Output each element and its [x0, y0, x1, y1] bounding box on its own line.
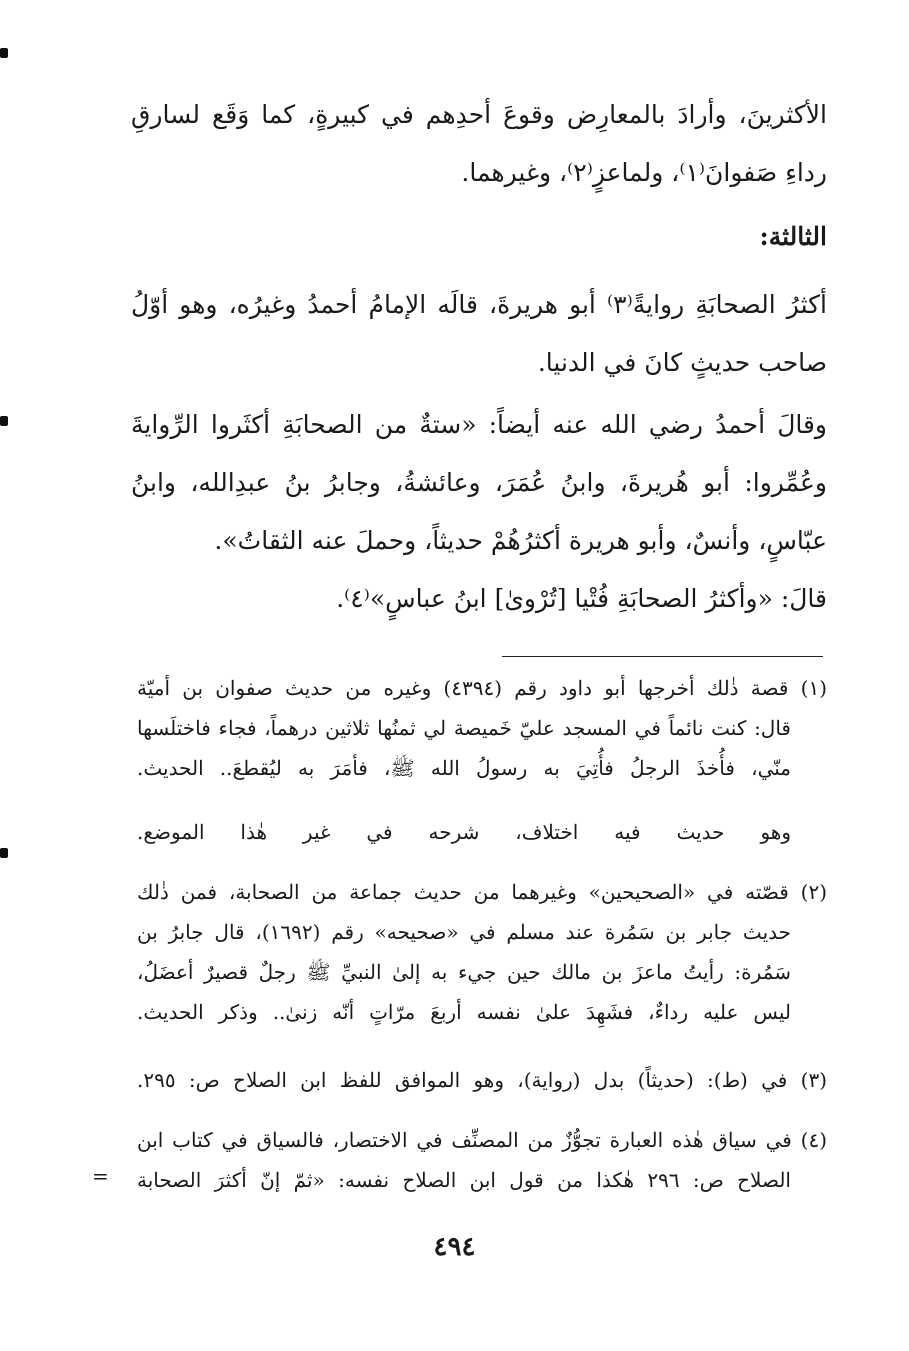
footnote-1-note — [137, 812, 791, 852]
text-line: رداءِ صَفوانَ⁽١⁾، ولماعزٍ⁽٢⁾، وغيرهما. — [461, 158, 827, 187]
footnote-line: وهو حديث فيه اختلاف، شرحه في غير هٰذا الموضع. — [137, 820, 791, 844]
footnote-line: حديث جابر بن سَمُرة عند مسلم في «صحيحه» رقم (١٦٩٢)، قال جابرُ بن — [137, 920, 791, 944]
footnote-divider — [502, 656, 823, 657]
footnote-line: الصلاح ص: ٢٩٦ هٰكذا من قول ابن الصلاح نفسه: «ثمّ إنّ أكثرَ الصحابة — [137, 1168, 791, 1192]
continuation-mark: = — [92, 1164, 109, 1188]
footnote-line: (١) قصة ذٰلك أخرجها أبو داود رقم (٤٣٩٤) وغيره من حديث صفوان بن أميّة — [137, 676, 827, 700]
text-line: وعُمِّروا: أبو هُريرةَ، وابنُ عُمَرَ، وعائشةُ، وجابرُ بنُ عبدِالله، وابنُ — [131, 468, 828, 497]
text-line: وقالَ أحمدُ رضي الله عنه أيضاً: «ستةٌ من الصحابَةِ أكثَروا الرِّوايةَ — [131, 410, 827, 439]
paragraph-2 — [131, 276, 827, 392]
text-line: الأكثرينَ، وأرادَ بالمعارِض وقوعَ أحدِهم في كبيرةٍ، كما وَقَع لسارقِ — [131, 100, 827, 129]
paragraph-1 — [131, 86, 827, 202]
footnote-line: (٣) في (ط): (حديثاً) بدل (رواية)، وهو الموافق للفظ ابن الصلاح ص: ٢٩٥. — [137, 1068, 827, 1092]
text-line: أكثرُ الصحابَةِ روايةً⁽٣⁾ أبو هريرةَ، قالَه الإمامُ أحمدُ وغيرُه، وهو أوّلُ — [131, 290, 827, 319]
section-heading: الثالثة: — [759, 222, 827, 251]
footnote-2 — [137, 872, 827, 1032]
paragraph-3 — [131, 396, 827, 570]
text-line: قالَ: «وأكثرُ الصحابَةِ فُتْيا [تُرْوىٰ] ابنُ عباسٍ»⁽٤⁾. — [336, 584, 827, 613]
text-line: صاحب حديثٍ كانَ في الدنيا. — [537, 348, 827, 377]
footnote-3 — [137, 1060, 827, 1100]
footnote-line: ليس عليه رداءٌ، فشَهِدَ علىٰ نفسه أربعَ مرّاتٍ أنّه زنىٰ.. وذكر الحديث. — [137, 1000, 791, 1024]
footnote-line: (٢) قصّته في «الصحيحين» وغيرهما من حديث جماعة من الصحابة، فمن ذٰلك — [137, 880, 827, 904]
footnote-line: سَمُرة: رأيتُ ماعزَ بن مالك حين جيء به إلىٰ النبيِّ ﷺ رجلٌ قصيرٌ أعضَلُ، — [137, 960, 791, 984]
footnote-line: منّي، فأُخذَ الرجلُ فأُتِيَ به رسولُ الله ﷺ، فأمَرَ به ليُقطعَ.. الحديث. — [137, 756, 791, 780]
footnote-line: قال: كنت نائماً في المسجد عليّ خَميصة لي ثمنُها ثلاثين درهماً، فجاء فاختلَسها — [137, 716, 791, 740]
scan-edge-mark — [0, 416, 8, 426]
paragraph-4 — [131, 570, 827, 628]
footnote-line: (٤) في سياق هٰذه العبارة تجوُّزٌ من المصنِّف في الاختصار، فالسياق في كتاب ابن — [137, 1128, 827, 1152]
page-number: ٤٩٤ — [433, 1232, 476, 1262]
scan-edge-mark — [0, 848, 8, 858]
footnote-4 — [137, 1120, 827, 1200]
scan-edge-mark — [0, 48, 8, 58]
footnote-1 — [137, 668, 827, 788]
text-line: عبّاسٍ، وأنسٌ، وأبو هريرة أكثرُهُمْ حديثاً، وحملَ عنه الثقاتُ». — [214, 526, 827, 555]
